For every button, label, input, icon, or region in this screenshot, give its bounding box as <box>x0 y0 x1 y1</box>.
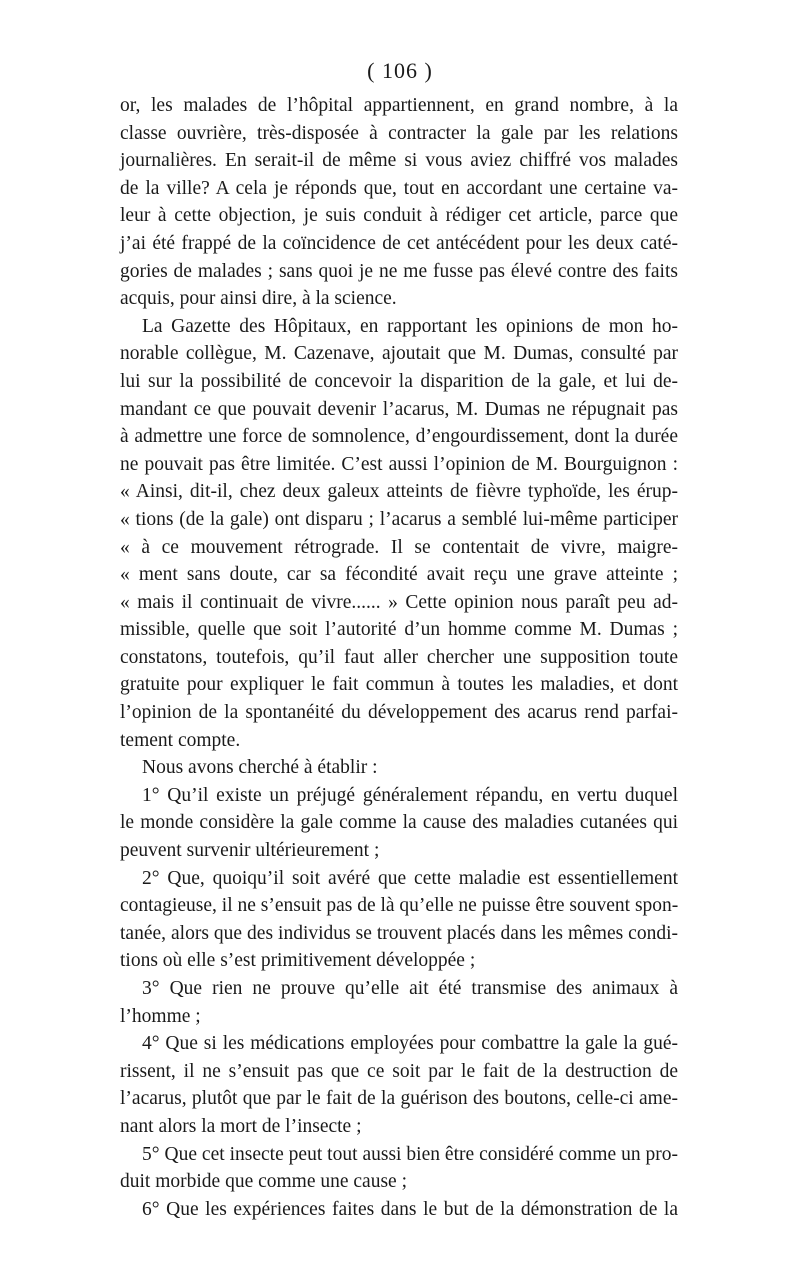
text-line: « Ainsi, dit-il, chez deux galeux atteints de fièvre typhoïde, les érup- <box>120 481 678 503</box>
text-line: l’opinion de la spontanéité du développement des acarus rend parfai- <box>120 702 678 724</box>
text-line: le monde considère la gale comme la cause des maladies cutanées qui <box>120 812 678 834</box>
text-line: or, les malades de l’hôpital appartiennent, en grand nombre, à la <box>120 95 678 116</box>
text-line: ne pouvait pas être limitée. C’est aussi l’opinion de M. Bourguignon : <box>120 453 678 475</box>
text-line: de la ville? A cela je réponds que, tout en accordant une certaine va- <box>120 177 678 199</box>
text-line: leur à cette objection, je suis conduit à rédiger cet article, parce que <box>120 205 678 227</box>
text-line: « mais il continuait de vivre...... » Cette opinion nous paraît peu ad- <box>120 591 678 613</box>
text-line: La Gazette des Hôpitaux, en rapportant les opinions de mon ho- <box>142 315 678 337</box>
text-line: à admettre une force de somnolence, d’engourdissement, dont la durée <box>120 426 678 448</box>
text-line: contagieuse, il ne s’ensuit pas de là qu’elle ne puisse être souvent spon- <box>120 895 679 917</box>
text-line: tement compte. <box>120 729 241 751</box>
text-line: « à ce mouvement rétrograde. Il se contentait de vivre, maigre- <box>120 536 678 558</box>
text-line: missible, quelle que soit l’autorité d’un homme comme M. Dumas ; <box>120 619 678 641</box>
text-line: peuvent survenir ultérieurement ; <box>120 840 380 862</box>
text-line: rissent, il ne s’ensuit pas que ce soit par le fait de la destruction de <box>120 1060 678 1082</box>
text-line: gories de malades ; sans quoi je ne me fusse pas élevé contre des faits <box>120 260 678 282</box>
text-line: 2° Que, quoiqu’il soit avéré que cette maladie est essentiellement <box>142 867 678 889</box>
text-line: « tions (de la gale) ont disparu ; l’acarus a semblé lui-même participer <box>120 508 678 530</box>
text-line: duit morbide que comme une cause ; <box>120 1171 407 1193</box>
text-line: lui sur la possibilité de concevoir la disparition de la gale, et lui de- <box>120 370 678 392</box>
text-line: j’ai été frappé de la coïncidence de cet antécédent pour les deux caté- <box>120 232 678 254</box>
text-line: tions où elle s’est primitivement développée ; <box>120 950 476 972</box>
text-line: 1° Qu’il existe un préjugé généralement répandu, en vertu duquel <box>142 784 678 806</box>
text-line: acquis, pour ainsi dire, à la science. <box>120 288 397 310</box>
text-line: 3° Que rien ne prouve qu’elle ait été transmise des animaux à <box>142 978 678 999</box>
text-line: classe ouvrière, très-disposée à contracter la gale par les relations <box>120 122 678 144</box>
text-line: tanée, alors que des individus se trouvent placés dans les mêmes condi- <box>120 922 678 944</box>
text-line: norable collègue, M. Cazenave, ajoutait que M. Dumas, consulté par <box>120 343 678 365</box>
text-line: l’homme ; <box>120 1005 201 1027</box>
text-line: nant alors la mort de l’insecte ; <box>120 1115 362 1137</box>
body-text <box>120 92 678 1223</box>
text-line: « ment sans doute, car sa fécondité avait reçu une grave atteinte ; <box>120 564 678 586</box>
text-line: Nous avons cherché à établir : <box>142 757 378 779</box>
page-number: ( 106 ) <box>367 58 433 83</box>
text-line: 6° Que les expériences faites dans le but de la démonstration de la <box>142 1198 678 1220</box>
text-line: 4° Que si les médications employées pour combattre la gale la gué- <box>142 1033 678 1055</box>
text-line: constatons, toutefois, qu’il faut aller chercher une supposition toute <box>120 646 678 668</box>
text-line: 5° Que cet insecte peut tout aussi bien être considéré comme un pro- <box>142 1143 678 1165</box>
text-line: mandant ce que pouvait devenir l’acarus, M. Dumas ne répugnait pas <box>120 398 678 420</box>
text-line: journalières. En serait-il de même si vous aviez chiffré vos malades <box>120 150 678 172</box>
text-line: gratuite pour expliquer le fait commun à toutes les maladies, et dont <box>120 674 678 696</box>
text-line: l’acarus, plutôt que par le fait de la guérison des boutons, celle-ci ame- <box>120 1088 678 1110</box>
